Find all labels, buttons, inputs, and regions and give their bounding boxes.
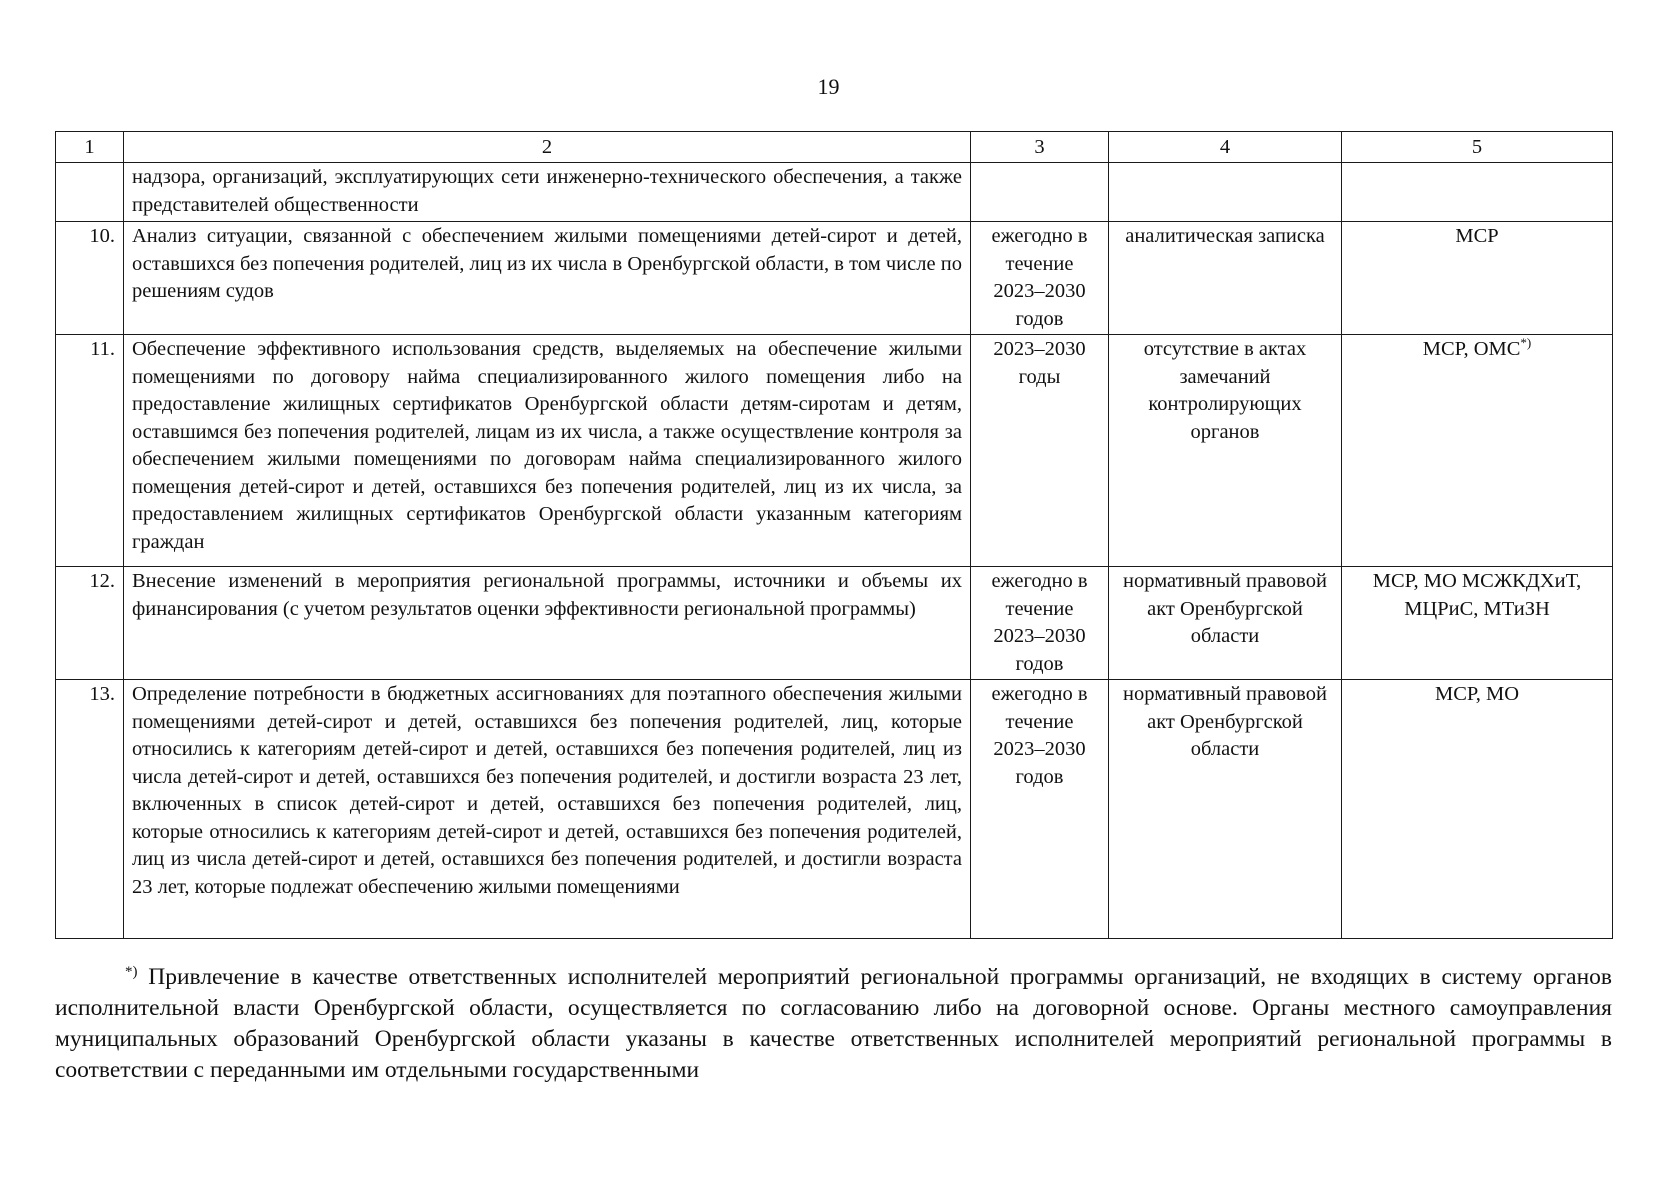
table-row <box>56 567 1613 680</box>
activity-description: Внесение изменений в мероприятия региональной программы, источники и объемы их финансирования (с учетом результатов оценки эффективности региональной программы) <box>124 567 971 680</box>
table-header-row <box>56 132 1613 163</box>
activity-executor <box>1342 222 1613 335</box>
column-header: 3 <box>971 132 1109 163</box>
row-number: 10. <box>56 222 124 335</box>
activity-term: 2023–2030 годы <box>971 335 1109 567</box>
row-number: 12. <box>56 567 124 680</box>
executor-text: МСР, МО <box>1434 683 1520 705</box>
activity-result: нормативный правовой акт Оренбургской области <box>1109 567 1342 680</box>
executor-text: МСР <box>1455 225 1499 247</box>
footnote-mark: *) <box>125 964 138 980</box>
footnote-text: Привлечение в качестве ответственных исполнителей мероприятий региональной программы организаций, не входящих в систему органов исполнительной власти Оренбургской области, осуществляется по согласованию либо на договорной основе. Органы местного самоуправления муниципальных образований Оренбургской области указаны в качестве ответственных исполнителей мероприятий региональной программы в соответствии с переданными им отдельными государственными <box>55 964 1612 1083</box>
activity-term: ежегодно в течение 2023–2030 годов <box>971 222 1109 335</box>
activity-result <box>1109 163 1342 222</box>
activity-executor <box>1342 680 1613 939</box>
activity-term: ежегодно в течение 2023–2030 годов <box>971 567 1109 680</box>
activity-result: отсутствие в актах замечаний контролирующих органов <box>1109 335 1342 567</box>
activity-executor <box>1342 335 1613 567</box>
activity-description: Обеспечение эффективного использования средств, выделяемых на обеспечение жилыми помещениями по договору найма специализированного жилого помещения либо на предоставление жилищных сертификатов Оренбургской области детям-сиротам и детям, оставшимся без попечения родителей, лицам из их числа, а также осуществление контроля за обеспечением жилыми помещениями по договорам найма специализированного жилого помещения детей-сирот и детей, оставшихся без попечения родителей, лиц из их числа, за предоставлением жилищных сертификатов Оренбургской области указанным категориям граждан <box>124 335 971 567</box>
activity-description: надзора, организаций, эксплуатирующих сети инженерно-технического обеспечения, а также представителей общественности <box>124 163 971 222</box>
row-number <box>56 163 124 222</box>
activity-term: ежегодно в течение 2023–2030 годов <box>971 680 1109 939</box>
column-header: 5 <box>1342 132 1613 163</box>
page-number: 19 <box>817 74 840 99</box>
activity-result: нормативный правовой акт Оренбургской области <box>1109 680 1342 939</box>
activity-result: аналитическая записка <box>1109 222 1342 335</box>
table-row <box>56 335 1613 567</box>
column-header: 1 <box>56 132 124 163</box>
table-row <box>56 222 1613 335</box>
activity-description: Определение потребности в бюджетных ассигнованиях для поэтапного обеспечения жилыми помещениями детей-сирот и детей, оставшихся без попечения родителей, лиц, которые относились к категориям детей-сирот и детей, оставшихся без попечения родителей, лиц из числа детей-сирот и детей, оставшихся без попечения родителей, и достигли возраста 23 лет, включенных в список детей-сирот и детей, оставшихся без попечения родителей, лиц, которые относились к категориям детей-сирот и детей, оставшихся без попечения родителей, лиц из числа детей-сирот и детей, оставшихся без попечения родителей, и достигли возраста 23 лет, которые подлежат обеспечению жилыми помещениями <box>124 680 971 939</box>
footnote <box>55 962 1612 1086</box>
row-number: 11. <box>56 335 124 567</box>
column-header: 2 <box>124 132 971 163</box>
program-activities-table <box>55 131 1613 939</box>
row-number: 13. <box>56 680 124 939</box>
executor-text: МСР, ОМС <box>1422 338 1521 360</box>
activity-executor <box>1342 567 1613 680</box>
executor-text: МСР, МО МСЖКДХиТ, МЦРиС, МТиЗН <box>1372 570 1582 620</box>
footnote-reference: *) <box>1520 335 1532 350</box>
activity-term <box>971 163 1109 222</box>
table-row <box>56 680 1613 939</box>
table-row <box>56 163 1613 222</box>
activity-description: Анализ ситуации, связанной с обеспечением жилыми помещениями детей-сирот и детей, оставшихся без попечения родителей, лиц из их числа в Оренбургской области, в том числе по решениям судов <box>124 222 971 335</box>
column-header: 4 <box>1109 132 1342 163</box>
activity-executor <box>1342 163 1613 222</box>
